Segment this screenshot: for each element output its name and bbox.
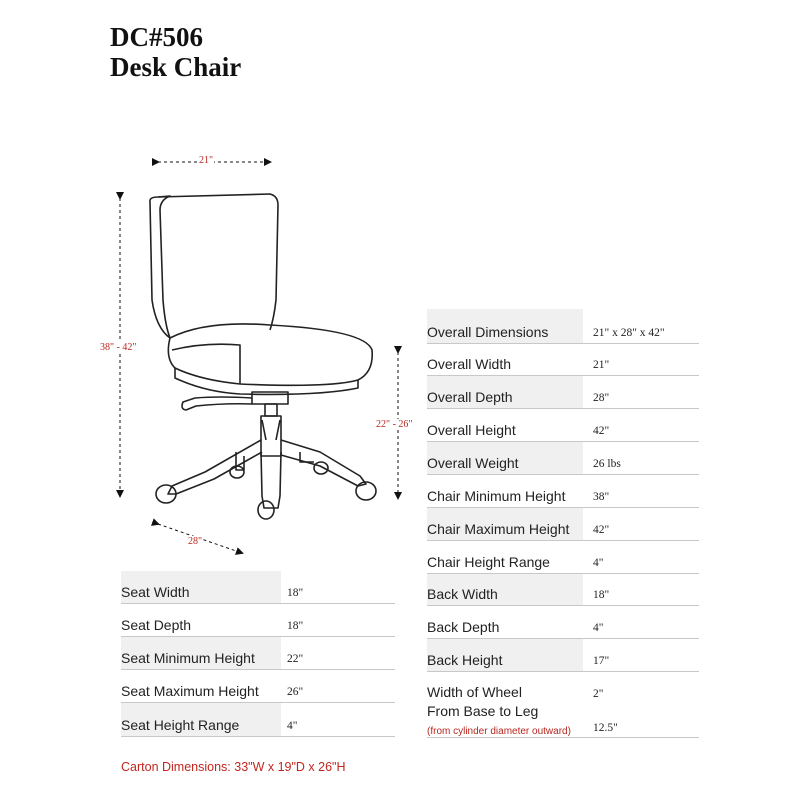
spec-value: 4" bbox=[593, 622, 604, 634]
spec-label: Chair Minimum Height bbox=[427, 488, 566, 504]
spec-value: 38" bbox=[593, 491, 610, 503]
spec-label: Overall Dimensions bbox=[427, 324, 549, 340]
width-dimension-label: 21" bbox=[199, 155, 214, 166]
overall-spec-table bbox=[427, 309, 699, 739]
spec-row bbox=[427, 672, 699, 700]
spec-label: Seat Maximum Height bbox=[121, 683, 259, 699]
spec-value: 18" bbox=[287, 620, 304, 632]
spec-row bbox=[427, 700, 699, 738]
spec-value: 12.5" bbox=[593, 722, 618, 734]
spec-value: 18" bbox=[287, 587, 304, 599]
spec-row bbox=[427, 574, 699, 606]
spec-label: Seat Minimum Height bbox=[121, 650, 255, 666]
product-name: Desk Chair bbox=[110, 52, 242, 82]
spec-label: Overall Weight bbox=[427, 455, 519, 471]
spec-label: Overall Depth bbox=[427, 389, 513, 405]
chair-outline bbox=[150, 194, 376, 519]
spec-label: Chair Maximum Height bbox=[427, 521, 570, 537]
spec-row bbox=[427, 376, 699, 409]
spec-row bbox=[427, 639, 699, 672]
spec-row bbox=[427, 344, 699, 376]
depth-dimension-label: 28" bbox=[188, 536, 203, 547]
seat-spec-table bbox=[121, 571, 395, 739]
model-number: DC#506 bbox=[110, 22, 203, 52]
spec-row bbox=[427, 309, 699, 344]
spec-value: 26" bbox=[287, 686, 304, 698]
spec-label: Back Depth bbox=[427, 619, 500, 635]
seat-height-dimension-label: 22" - 26" bbox=[376, 419, 413, 430]
spec-value: 42" bbox=[593, 425, 610, 437]
spec-label: Back Height bbox=[427, 652, 503, 668]
spec-value: 21" bbox=[593, 359, 610, 371]
spec-label: From Base to Leg bbox=[427, 703, 539, 719]
spec-row bbox=[121, 703, 395, 737]
spec-value: 42" bbox=[593, 524, 610, 536]
spec-label: Seat Width bbox=[121, 584, 190, 600]
spec-value: 2" bbox=[593, 688, 604, 700]
spec-row bbox=[121, 670, 395, 703]
spec-value: 4" bbox=[593, 557, 604, 569]
spec-value: 18" bbox=[593, 589, 610, 601]
spec-label: Width of Wheel bbox=[427, 684, 522, 700]
spec-row bbox=[427, 508, 699, 541]
spec-note: (from cylinder diameter outward) bbox=[427, 726, 571, 737]
spec-row bbox=[427, 442, 699, 475]
spec-value: 26 lbs bbox=[593, 458, 621, 470]
spec-value: 28" bbox=[593, 392, 610, 404]
spec-row bbox=[121, 637, 395, 670]
spec-row bbox=[427, 606, 699, 639]
spec-label: Overall Width bbox=[427, 356, 512, 372]
spec-label: Seat Height Range bbox=[121, 717, 240, 733]
spec-row bbox=[427, 409, 699, 442]
carton-dimensions: Carton Dimensions: 33"W x 19"D x 26"H bbox=[121, 760, 346, 774]
spec-label: Back Width bbox=[427, 586, 498, 602]
height-dimension-label: 38" - 42" bbox=[100, 342, 137, 353]
spec-row bbox=[427, 541, 699, 574]
spec-value: 4" bbox=[287, 720, 298, 732]
spec-value: 22" bbox=[287, 653, 304, 665]
spec-row bbox=[121, 604, 395, 637]
spec-row bbox=[427, 475, 699, 508]
spec-row bbox=[121, 571, 395, 604]
spec-value: 21" x 28" x 42" bbox=[593, 327, 665, 339]
spec-label: Chair Height Range bbox=[427, 554, 550, 570]
spec-label: Seat Depth bbox=[121, 617, 192, 633]
spec-value: 17" bbox=[593, 655, 610, 667]
spec-label: Overall Height bbox=[427, 422, 516, 438]
